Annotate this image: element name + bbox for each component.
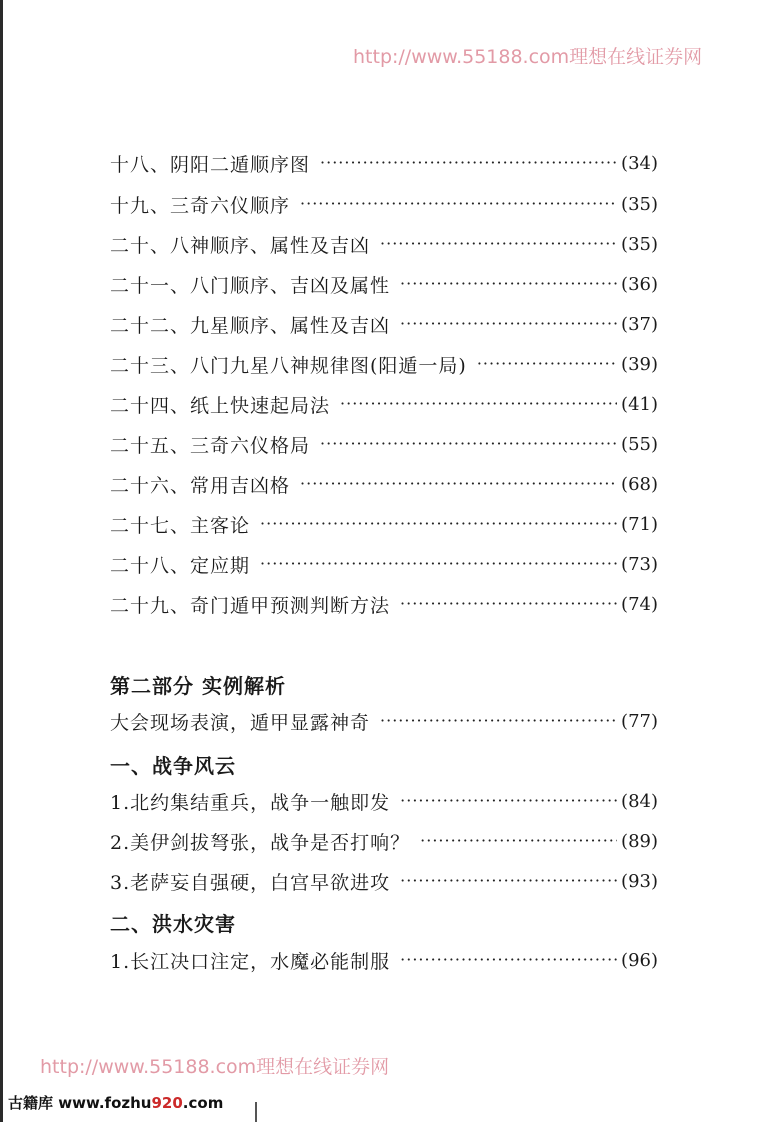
toc-entry-page: (37) xyxy=(621,313,658,335)
toc-entry-title: 二十七、主客论 xyxy=(110,514,251,537)
toc-leader-dots xyxy=(300,189,617,219)
toc-leader-dots xyxy=(380,229,617,259)
toc-leader-dots xyxy=(400,269,617,299)
toc-entry[interactable] xyxy=(110,469,658,499)
toc-entry-page: (68) xyxy=(621,473,658,495)
toc-entry[interactable] xyxy=(110,309,658,339)
toc-entry-title: 1.长江决口注定，水魔必能制服 xyxy=(110,950,391,973)
footer-site-name: 古籍库 xyxy=(8,1094,54,1112)
toc-entry[interactable] xyxy=(110,229,658,259)
toc-entry-page: (73) xyxy=(621,553,658,575)
toc-entry-title: 二十四、纸上快速起局法 xyxy=(110,394,331,417)
toc-entry[interactable] xyxy=(110,589,658,619)
toc-leader-dots xyxy=(320,429,617,459)
toc-leader-dots xyxy=(260,549,617,579)
toc-entry-page: (35) xyxy=(621,193,658,215)
toc-leader-dots xyxy=(400,786,617,816)
toc-entry[interactable] xyxy=(110,148,658,178)
toc-entry-title: 3.老萨妄自强硬，白宫早欲进攻 xyxy=(110,871,391,894)
page-bottom-tick xyxy=(255,1102,257,1122)
toc-entry-title: 二十三、八门九星八神规律图(阳遁一局) xyxy=(110,354,467,377)
toc-entry-title: 二十九、奇门遁甲预测判断方法 xyxy=(110,594,391,617)
toc-leader-dots xyxy=(340,389,617,419)
toc-leader-dots xyxy=(400,309,617,339)
toc-leader-dots xyxy=(400,866,617,896)
toc-entry-page: (89) xyxy=(621,830,658,852)
toc-entry-page: (35) xyxy=(621,233,658,255)
toc-entry-title: 二十、八神顺序、属性及吉凶 xyxy=(110,234,371,257)
toc-leader-dots xyxy=(477,349,617,379)
toc-leader-dots xyxy=(260,509,617,539)
toc-leader-dots xyxy=(420,826,617,856)
toc-entry-title: 1.北约集结重兵，战争一触即发 xyxy=(110,791,391,814)
toc-entry-title: 二十六、常用吉凶格 xyxy=(110,474,291,497)
toc-entry-title: 二十二、九星顺序、属性及吉凶 xyxy=(110,314,391,337)
footer-url-number: 920 xyxy=(151,1094,183,1112)
toc-entry[interactable] xyxy=(110,429,658,459)
toc-entry-page: (74) xyxy=(621,593,658,615)
watermark-bottom: http://www.55188.com理想在线证券网 xyxy=(40,1056,390,1078)
toc-entry[interactable] xyxy=(110,866,658,896)
toc-entry-page: (39) xyxy=(621,353,658,375)
footer-url-prefix: www.fozhu xyxy=(58,1094,152,1112)
toc-leader-dots xyxy=(320,148,617,178)
toc-entry-page: (93) xyxy=(621,870,658,892)
toc-leader-dots xyxy=(400,945,617,975)
toc-entry-page: (77) xyxy=(621,710,658,732)
toc-entry-page: (36) xyxy=(621,273,658,295)
toc-entry-title: 十九、三奇六仪顺序 xyxy=(110,194,291,217)
toc-entry-title: 大会现场表演，遁甲显露神奇 xyxy=(110,711,371,734)
toc-entry[interactable] xyxy=(110,389,658,419)
toc-entry-page: (41) xyxy=(621,393,658,415)
section-heading-war: 一、战争风云 xyxy=(110,754,236,778)
toc-entry[interactable] xyxy=(110,786,658,816)
part2-heading: 第二部分 实例解析 xyxy=(110,674,286,698)
toc-entry-title: 二十五、三奇六仪格局 xyxy=(110,434,311,457)
toc-entry[interactable] xyxy=(110,269,658,299)
toc-entry[interactable] xyxy=(110,706,658,736)
toc-entry[interactable] xyxy=(110,826,658,856)
toc-entry-page: (55) xyxy=(621,433,658,455)
footer-site-mark[interactable] xyxy=(8,1092,223,1113)
toc-leader-dots xyxy=(380,706,617,736)
toc-entry-title: 十八、阴阳二遁顺序图 xyxy=(110,153,311,176)
toc-entry-page: (34) xyxy=(621,152,658,174)
toc-entry-title: 二十八、定应期 xyxy=(110,554,251,577)
toc-entry-page: (71) xyxy=(621,513,658,535)
toc-entry-title: 二十一、八门顺序、吉凶及属性 xyxy=(110,274,391,297)
footer-url-suffix: .com xyxy=(182,1094,224,1112)
watermark-top: http://www.55188.com理想在线证券网 xyxy=(353,46,703,68)
toc-entry[interactable] xyxy=(110,945,658,975)
toc-entry-page: (96) xyxy=(621,949,658,971)
toc-entry[interactable] xyxy=(110,549,658,579)
toc-entry[interactable] xyxy=(110,509,658,539)
toc-entry-title: 2.美伊剑拔弩张，战争是否打响？ xyxy=(110,831,411,854)
toc-entry-page: (84) xyxy=(621,790,658,812)
section-heading-flood: 二、洪水灾害 xyxy=(110,912,236,936)
toc-entry[interactable] xyxy=(110,349,658,379)
toc-leader-dots xyxy=(300,469,617,499)
toc-leader-dots xyxy=(400,589,617,619)
toc-entry[interactable] xyxy=(110,189,658,219)
page-left-edge xyxy=(0,0,3,1122)
